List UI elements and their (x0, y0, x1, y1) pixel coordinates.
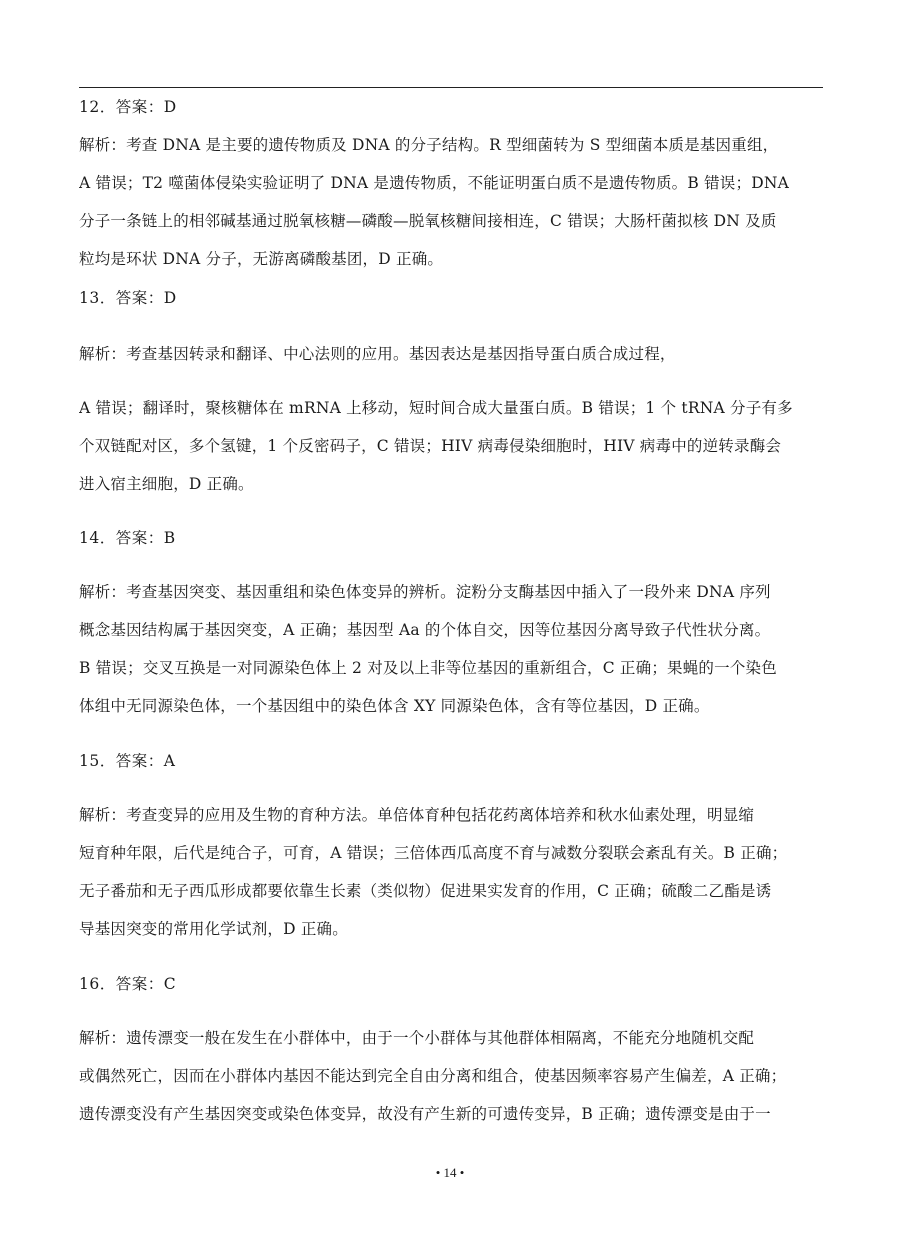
explanation-line: B 错误；交叉互换是一对同源染色体上 2 对及以上非等位基因的重新组合，C 正确；果蝇的一个染色 (79, 659, 777, 677)
answer-line-q13: 13．答案：D (79, 289, 177, 307)
explanation-line: 进入宿主细胞，D 正确。 (79, 475, 254, 493)
explanation-line: 个双链配对区，多个氢键，1 个反密码子，C 错误；HIV 病毒侵染细胞时，HIV 病毒中的逆转录酶会 (79, 437, 782, 455)
page-number: • 14 • (435, 1165, 465, 1180)
explanation-line: 解析：考查 DNA 是主要的遗传物质及 DNA 的分子结构。R 型细菌转为 S 型细菌本质是基因重组， (79, 136, 779, 154)
explanation-line: 体组中无同源染色体，一个基因组中的染色体含 XY 同源染色体，含有等位基因，D 正确。 (79, 697, 710, 715)
explanation-line: 分子一条链上的相邻碱基通过脱氧核糖—磷酸—脱氧核糖间接相连，C 错误；大肠杆菌拟核 DN 及质 (79, 212, 777, 230)
explanation-line: 解析：遗传漂变一般在发生在小群体中，由于一个小群体与其他群体相隔离，不能充分地随机交配 (79, 1029, 755, 1047)
explanation-line: 遗传漂变没有产生基因突变或染色体变异，故没有产生新的可遗传变异，B 正确；遗传漂变是由于一 (79, 1105, 771, 1123)
explanation-line: 解析：考查基因突变、基因重组和染色体变异的辨析。淀粉分支酶基因中插入了一段外来 DNA 序列 (79, 583, 771, 601)
explanation-line: A 错误；翻译时，聚核糖体在 mRNA 上移动，短时间合成大量蛋白质。B 错误；1 个 tRNA 分子有多 (79, 399, 793, 417)
header-rule (79, 87, 823, 88)
explanation-line: A 错误；T2 噬菌体侵染实验证明了 DNA 是遗传物质，不能证明蛋白质不是遗传物质。B 错误；DNA (79, 174, 789, 192)
explanation-line: 概念基因结构属于基因突变，A 正确；基因型 Aa 的个体自交，因等位基因分离导致子代性状分离。 (79, 621, 771, 639)
explanation-line: 无子番茄和无子西瓜形成都要依靠生长素（类似物）促进果实发育的作用，C 正确；硫酸二乙酯是诱 (79, 882, 772, 900)
answer-line-q12: 12．答案：D (79, 98, 177, 116)
explanation-line: 粒均是环状 DNA 分子，无游离磷酸基团，D 正确。 (79, 250, 444, 268)
explanation-line: 短育种年限，后代是纯合子，可育，A 错误；三倍体西瓜高度不育与减数分裂联会紊乱有关。B 正确； (79, 844, 788, 862)
answer-line-q15: 15．答案：A (79, 752, 176, 770)
explanation-line: 导基因突变的常用化学试剂，D 正确。 (79, 920, 348, 938)
answer-line-q14: 14．答案：B (79, 529, 176, 547)
answer-line-q16: 16．答案：C (79, 975, 177, 993)
explanation-line: 或偶然死亡，因而在小群体内基因不能达到完全自由分离和组合，使基因频率容易产生偏差，A 正确； (79, 1067, 787, 1085)
explanation-line: 解析：考查变异的应用及生物的育种方法。单倍体育种包括花药离体培养和秋水仙素处理，明显缩 (79, 806, 755, 824)
explanation-line: 解析：考查基因转录和翻译、中心法则的应用。基因表达是基因指导蛋白质合成过程， (79, 345, 676, 363)
